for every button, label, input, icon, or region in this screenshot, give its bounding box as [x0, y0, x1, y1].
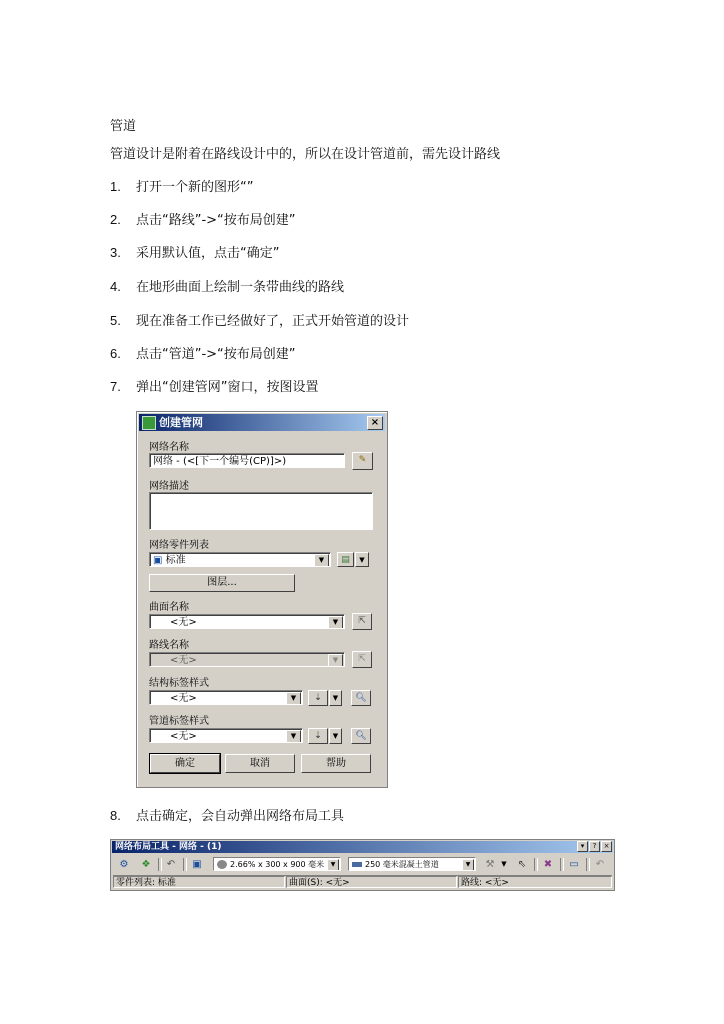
step-text: 在地形曲面上绘制一条带曲线的路线 [136, 280, 345, 295]
dialog-titlebar[interactable] [139, 414, 385, 431]
structure-label-style-label: 结构标签样式 [149, 678, 209, 689]
step-text: 点击确定，会自动弹出网络布局工具 [136, 809, 345, 824]
network-description-label: 网络描述 [149, 481, 189, 492]
status-alignment: 路线: <无> [458, 876, 612, 888]
delete-part-button[interactable] [541, 858, 555, 871]
chevron-down-icon[interactable]: ▼ [328, 616, 343, 629]
parts-vista-button[interactable] [567, 858, 581, 871]
separator [586, 858, 590, 871]
pipe-label-style-label: 管道标签样式 [149, 716, 209, 727]
pipe-style-value: <无> [170, 731, 197, 742]
separator [534, 858, 538, 871]
step-2 [110, 211, 296, 230]
vista-icon: ▭ [569, 859, 579, 870]
parts-list-icon: ▣ [192, 859, 202, 870]
parts-list-menu-button[interactable] [355, 552, 369, 567]
separator [183, 858, 187, 871]
pipe-dropdown[interactable] [348, 857, 476, 871]
dialog-title: 创建管网 [159, 416, 203, 429]
pipe-value: 250 毫米混凝土管道 [365, 860, 439, 869]
chevron-down-icon: ▼ [332, 694, 339, 702]
structure-dropdown[interactable] [213, 857, 341, 871]
network-properties-button[interactable] [117, 858, 131, 871]
chevron-down-icon[interactable]: ▼ [328, 654, 343, 667]
step-text: 点击“管道”->“按布局创建” [136, 347, 296, 362]
chevron-down-icon[interactable]: ▼ [286, 730, 301, 743]
pick-surface-button[interactable] [352, 613, 372, 630]
parts-list-button[interactable] [139, 858, 153, 871]
step-6 [110, 345, 296, 364]
style-edit-icon: ⇣ [314, 693, 322, 703]
status-parts-list: 零件列表: 标准 [113, 876, 285, 888]
network-icon: ⚙ [119, 859, 129, 870]
step-1 [110, 178, 253, 197]
network-description-input[interactable] [149, 492, 373, 530]
step-7 [110, 378, 318, 397]
parts-list-value: 标准 [165, 555, 186, 566]
chevron-down-icon: ▼ [501, 860, 507, 868]
structure-style-edit-button[interactable] [308, 690, 328, 706]
select-parts-list-button[interactable] [190, 858, 204, 871]
chevron-down-icon[interactable]: ▼ [462, 859, 474, 871]
chevron-down-icon[interactable]: ▼ [314, 554, 329, 567]
step-text: 打开一个新的图形“” [136, 180, 254, 195]
surface-value: <无> [170, 617, 197, 628]
parts-list-edit-button[interactable] [337, 552, 354, 567]
layers-button[interactable]: 图层... [149, 574, 295, 592]
alignment-name-select[interactable] [149, 652, 345, 667]
chevron-down-icon: ▼ [332, 732, 339, 740]
undo-icon: ↶ [166, 859, 176, 870]
step-number: 6. [110, 346, 121, 361]
cancel-button[interactable]: 取消 [225, 754, 295, 773]
structure-label-style-select[interactable] [149, 690, 303, 705]
doc-heading: 管道 [110, 119, 137, 134]
chevron-down-icon: ▼ [359, 556, 365, 564]
step-5 [110, 312, 409, 331]
pick-icon: ⇱ [358, 616, 366, 626]
pipe-network-icon [142, 416, 156, 430]
step-text: 现在准备工作已经做好了，正式开始管道的设计 [136, 314, 410, 329]
pick-icon: ⇱ [358, 654, 366, 664]
draw-menu-button[interactable] [497, 858, 511, 871]
step-text: 弹出“创建管网”窗口，按图设置 [136, 380, 319, 395]
step-text: 采用默认值，点击“确定” [136, 246, 280, 261]
step-number: 2. [110, 212, 121, 227]
structure-icon [217, 860, 227, 869]
surface-name-select[interactable] [149, 614, 345, 629]
pipe-icon [352, 862, 362, 867]
structure-style-preview-button[interactable] [351, 690, 371, 706]
step-3 [110, 244, 279, 263]
parts-list-icon: ▣ [153, 555, 166, 566]
toolbar-titlebar[interactable] [112, 841, 613, 853]
collapse-button[interactable]: ▾ [577, 841, 588, 852]
pick-alignment-button[interactable] [352, 651, 372, 668]
structure-style-menu-button[interactable] [329, 690, 342, 706]
parts-list-label: 网络零件列表 [149, 540, 209, 551]
edit-name-button[interactable] [352, 452, 373, 470]
help-button[interactable]: 帮助 [301, 754, 371, 773]
draw-pipes-structures-button[interactable] [483, 858, 497, 871]
network-name-input[interactable]: 网络 - (<[下一个编号(CP)]>) [149, 453, 345, 468]
step-number: 1. [110, 179, 121, 194]
document-edit-icon: ▤ [341, 555, 350, 565]
close-button[interactable]: × [601, 841, 612, 852]
step-number: 8. [110, 808, 121, 823]
magnifier-icon: 🔍︎ [355, 731, 367, 741]
delete-icon: ✖ [543, 859, 553, 870]
pencil-icon: ✎ [358, 455, 367, 465]
toolbar-undo-button[interactable] [593, 858, 607, 871]
style-edit-icon: ⇣ [314, 731, 322, 741]
structure-style-value: <无> [170, 693, 197, 704]
chevron-down-icon[interactable]: ▼ [327, 859, 339, 871]
toolbar-row [113, 855, 612, 874]
pipe-style-menu-button[interactable] [329, 728, 342, 744]
close-button[interactable]: × [367, 416, 383, 430]
alignment-name-label: 路线名称 [149, 640, 189, 651]
step-4 [110, 278, 344, 297]
chevron-down-icon[interactable]: ▼ [286, 692, 301, 705]
undo-icon: ↶ [595, 859, 605, 870]
pipe-style-edit-button[interactable] [308, 728, 328, 744]
ok-button[interactable]: 确定 [150, 754, 220, 773]
doc-intro: 管道设计是附着在路线设计中的，所以在设计管道前，需先设计路线 [110, 147, 501, 162]
step-text: 点击“路线”->“按布局创建” [136, 213, 296, 228]
magnifier-icon: 🔍︎ [355, 693, 367, 703]
step-number: 7. [110, 379, 121, 394]
surface-name-label: 曲面名称 [149, 602, 189, 613]
cursor-pointer-icon: ⇖ [517, 859, 527, 870]
separator [560, 858, 564, 871]
parts-icon: ❖ [141, 859, 151, 870]
status-surface: 曲面(S): <无> [286, 876, 457, 888]
network-name-label: 网络名称 [149, 442, 189, 453]
parts-list-select[interactable] [149, 552, 331, 567]
step-number: 3. [110, 245, 121, 260]
help-button[interactable]: ? [589, 841, 600, 852]
network-layout-tools-window [110, 839, 615, 891]
toolbar-title: 网络布局工具 - 网络 - (1) [115, 842, 222, 852]
create-pipe-network-dialog [136, 411, 388, 788]
alignment-value: <无> [170, 655, 197, 666]
step-number: 5. [110, 313, 121, 328]
structure-value: 2.66% x 300 x 900 毫米 [230, 860, 325, 869]
pipe-style-preview-button[interactable] [351, 728, 371, 744]
draw-icon: ⚒ [485, 859, 495, 870]
pipe-label-style-select[interactable] [149, 728, 303, 743]
status-bar [113, 875, 612, 889]
step-number: 4. [110, 279, 121, 294]
undo-button[interactable] [164, 858, 178, 871]
separator [158, 858, 162, 871]
step-8 [110, 807, 344, 826]
